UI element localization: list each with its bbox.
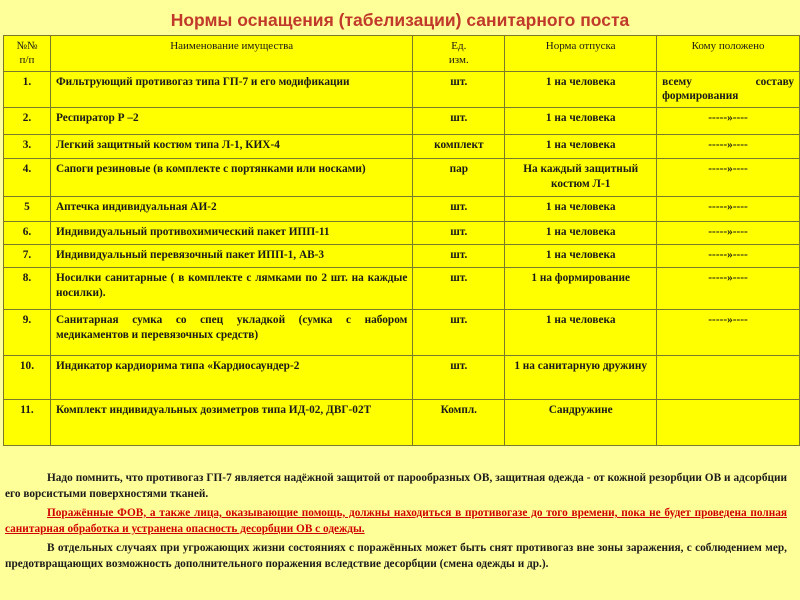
row-norm: 1 на человека xyxy=(505,196,657,221)
row-unit: Компл. xyxy=(413,399,505,445)
row-item-name: Респиратор Р –2 xyxy=(50,107,412,134)
table-row xyxy=(4,267,800,309)
row-whom xyxy=(657,355,800,399)
row-unit: шт. xyxy=(413,355,505,399)
table-row xyxy=(4,134,800,158)
row-number: 2. xyxy=(4,107,51,134)
row-number: 4. xyxy=(4,158,51,196)
row-norm: 1 на человека xyxy=(505,309,657,355)
row-norm: 1 на человека xyxy=(505,71,657,107)
row-norm: 1 на формирование xyxy=(505,267,657,309)
notes-section xyxy=(5,470,787,574)
row-whom: -----»---- xyxy=(657,134,800,158)
row-item-name: Индивидуальный противохимический пакет ИПП-11 xyxy=(50,221,412,244)
row-whom: всему составу формирования xyxy=(657,71,800,107)
row-number: 11. xyxy=(4,399,51,445)
row-number: 10. xyxy=(4,355,51,399)
row-norm: 1 на человека xyxy=(505,221,657,244)
header-number-line1: №№ xyxy=(16,40,38,52)
header-number-line2: п/п xyxy=(19,54,35,67)
row-whom: -----»---- xyxy=(657,158,800,196)
row-unit: шт. xyxy=(413,71,505,107)
row-item-name: Индикатор кардиорима типа «Кардиосаундер-2 xyxy=(50,355,412,399)
row-norm: 1 на человека xyxy=(505,134,657,158)
row-item-name: Санитарная сумка со спец укладкой (сумка с набором медикаментов и перевязочных средств) xyxy=(50,309,412,355)
row-unit: комплект xyxy=(413,134,505,158)
row-whom: -----»---- xyxy=(657,107,800,134)
table-row xyxy=(4,244,800,267)
header-norm: Норма отпуска xyxy=(505,36,657,72)
table-row xyxy=(4,399,800,445)
row-norm: Сандружине xyxy=(505,399,657,445)
row-unit: шт. xyxy=(413,221,505,244)
row-whom: -----»---- xyxy=(657,221,800,244)
row-unit: шт. xyxy=(413,309,505,355)
row-item-name: Носилки санитарные ( в комплекте с лямками по 2 шт. на каждые носилки). xyxy=(50,267,412,309)
row-number: 3. xyxy=(4,134,51,158)
row-norm: 1 на человека xyxy=(505,244,657,267)
row-number: 1. xyxy=(4,71,51,107)
note-gas-mask-protection: Надо помнить, что противогаз ГП-7 является надёжной защитой от парообразных ОВ, защитная одежда - от кожной резорбции ОВ и адсорбции его ворсистыми поверхностями тканей. xyxy=(5,472,787,501)
header-item-name: Наименование имущества xyxy=(50,36,412,72)
row-number: 6. xyxy=(4,221,51,244)
header-unit-line2: изм. xyxy=(448,54,469,67)
row-norm: 1 на санитарную дружину xyxy=(505,355,657,399)
note-fov-warning: Поражённые ФОВ, а также лица, оказывающие помощь, должны находиться в противогазе до того времени, пока не будет проведена полная санитарная обработка и устранена опасность десорбции ОВ с одежды. xyxy=(5,506,787,536)
header-unit xyxy=(413,36,505,72)
row-number: 5 xyxy=(4,196,51,221)
page-title: Нормы оснащения (табелизации) санитарного поста xyxy=(170,10,630,30)
table-row xyxy=(4,309,800,355)
note-mask-removal: В отдельных случаях при угрожающих жизни состояниях с поражённых может быть снят противогаз вне зоны заражения, с соблюдением мер, предотвращающих возможность дополнительного поражения вследствие десорбции (смена одежды и др.). xyxy=(5,541,787,570)
table-row xyxy=(4,355,800,399)
row-number: 8. xyxy=(4,267,51,309)
row-unit: шт. xyxy=(413,107,505,134)
table-row xyxy=(4,158,800,196)
row-item-name: Легкий защитный костюм типа Л-1, КИХ-4 xyxy=(50,134,412,158)
table-row xyxy=(4,71,800,107)
table-header-row xyxy=(4,36,800,72)
row-item-name: Фильтрующий противогаз типа ГП-7 и его модификации xyxy=(50,71,412,107)
row-unit: пар xyxy=(413,158,505,196)
header-unit-line1: Ед. xyxy=(451,40,467,52)
row-item-name: Сапоги резиновые (в комплекте с портянками или носками) xyxy=(50,158,412,196)
row-item-name: Комплект индивидуальных дозиметров типа ИД-02, ДВГ-02Т xyxy=(50,399,412,445)
header-whom: Кому положено xyxy=(657,36,800,72)
table-row xyxy=(4,107,800,134)
row-number: 7. xyxy=(4,244,51,267)
row-whom: -----»---- xyxy=(657,309,800,355)
table-row xyxy=(4,196,800,221)
row-whom: -----»---- xyxy=(657,244,800,267)
equipment-norms-table xyxy=(3,35,800,446)
row-number: 9. xyxy=(4,309,51,355)
table-row xyxy=(4,221,800,244)
row-unit: шт. xyxy=(413,196,505,221)
row-whom xyxy=(657,399,800,445)
row-norm: На каждый защитный костюм Л-1 xyxy=(505,158,657,196)
row-unit: шт. xyxy=(413,267,505,309)
row-unit: шт. xyxy=(413,244,505,267)
row-whom: -----»---- xyxy=(657,196,800,221)
row-whom: -----»---- xyxy=(657,267,800,309)
row-item-name: Индивидуальный перевязочный пакет ИПП-1, АВ-3 xyxy=(50,244,412,267)
header-number xyxy=(4,36,51,72)
row-item-name: Аптечка индивидуальная АИ-2 xyxy=(50,196,412,221)
row-norm: 1 на человека xyxy=(505,107,657,134)
